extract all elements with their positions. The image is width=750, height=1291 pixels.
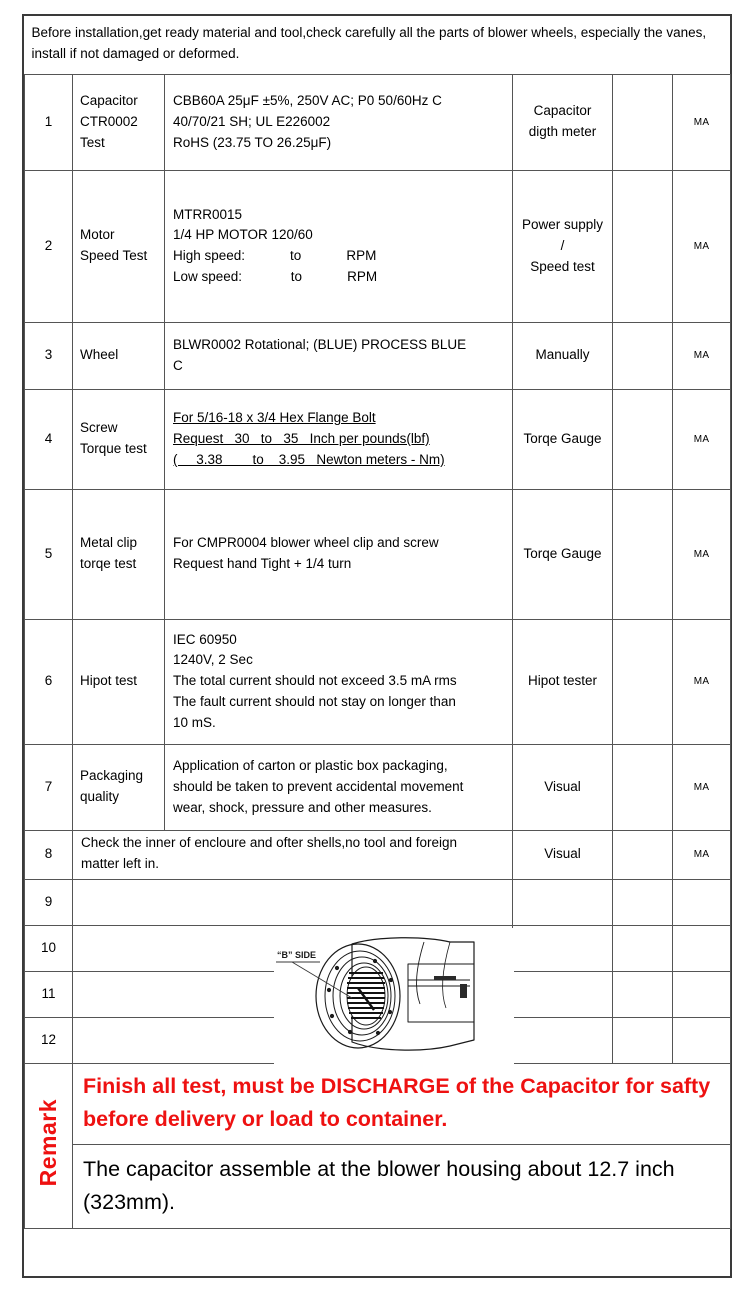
table-row: [25, 619, 731, 744]
row-result[interactable]: [613, 925, 673, 971]
row-method: [513, 74, 613, 170]
spec-line: MTRR0015: [173, 206, 243, 222]
row-specification[interactable]: [73, 879, 513, 925]
method-line: Speed test: [530, 258, 595, 274]
spec-line: C: [173, 357, 183, 373]
spec-line: High speed: to RPM: [173, 248, 377, 264]
row-number: 9: [25, 879, 73, 925]
row-result[interactable]: [613, 744, 673, 830]
row-specification: [165, 74, 513, 170]
row-task: [73, 619, 165, 744]
remark-warning-text: Finish all test, must be DISCHARGE of the Capacitor for safty before delivery or load to container.: [73, 1063, 731, 1145]
table-row: [25, 925, 731, 971]
row-specification[interactable]: [73, 1017, 513, 1063]
table-row: [25, 1017, 731, 1063]
spec-line: 40/70/21 SH; UL E226002: [173, 113, 331, 129]
task-line: Metal clip: [80, 535, 138, 551]
row-task: [73, 489, 165, 619]
row-result[interactable]: [613, 322, 673, 389]
remark-note-text: The capacitor assemble at the blower housing about 12.7 inch (323mm).: [73, 1145, 731, 1229]
row-result[interactable]: [613, 1017, 673, 1063]
row-result[interactable]: [613, 489, 673, 619]
row-result[interactable]: [613, 74, 673, 170]
row-result[interactable]: [613, 389, 673, 489]
row-signature[interactable]: MA: [673, 389, 731, 489]
row-task: [73, 744, 165, 830]
spec-line: The total current should not exceed 3.5 mA rms: [173, 673, 457, 689]
spec-line: CBB60A 25μF ±5%, 250V AC; P0 50/60Hz C: [173, 92, 442, 108]
row-method[interactable]: [513, 879, 613, 925]
spec-line: Request hand Tight + 1/4 turn: [173, 556, 352, 572]
method-line: Torqe Gauge: [523, 545, 602, 561]
header-note-row: [25, 16, 731, 74]
method-line: Hipot tester: [527, 673, 598, 689]
row-method: [513, 619, 613, 744]
row-specification: [165, 619, 513, 744]
remark-label: Remark: [34, 1098, 61, 1187]
row-method: [513, 489, 613, 619]
task-line: torqe test: [80, 556, 137, 572]
row-specification: [165, 322, 513, 389]
spec-line: Low speed: to RPM: [173, 269, 378, 285]
table-row: [25, 971, 731, 1017]
row-method: [513, 389, 613, 489]
row-number: 10: [25, 925, 73, 971]
row-signature[interactable]: MA: [673, 322, 731, 389]
task-line: Capacitor: [80, 92, 138, 108]
table-row: [25, 830, 731, 879]
row-number: 1: [25, 74, 73, 170]
task-line: quality: [80, 789, 120, 805]
row-signature[interactable]: MA: [673, 830, 731, 879]
task-line: Packaging: [80, 768, 144, 784]
task-line: Wheel: [80, 347, 119, 363]
row-method[interactable]: [513, 925, 613, 971]
row-result[interactable]: [613, 830, 673, 879]
row-signature[interactable]: MA: [673, 170, 731, 322]
method-line: Visual: [544, 778, 581, 794]
inspection-checklist-sheet: [22, 14, 732, 1278]
row-number: 12: [25, 1017, 73, 1063]
task-line: Hipot test: [80, 673, 138, 689]
row-task: [73, 322, 165, 389]
row-result[interactable]: [613, 619, 673, 744]
spec-line: 1/4 HP MOTOR 120/60: [173, 227, 313, 243]
row-number: 11: [25, 971, 73, 1017]
row-specification: [73, 830, 513, 879]
row-number: 3: [25, 322, 73, 389]
row-signature[interactable]: MA: [673, 619, 731, 744]
method-line: Torqe Gauge: [523, 430, 602, 446]
remark-row-red: [25, 1063, 731, 1145]
spec-line: Application of carton or plastic box packaging,: [173, 757, 448, 773]
table-row: [25, 74, 731, 170]
row-signature[interactable]: [673, 971, 731, 1017]
spec-line: should be taken to prevent accidental movement: [173, 778, 464, 794]
row-method: [513, 170, 613, 322]
spec-line: Request 30 to 35 Inch per pounds(lbf): [173, 430, 430, 446]
spec-line: RoHS (23.75 TO 26.25μF): [173, 134, 332, 150]
row-result[interactable]: [613, 170, 673, 322]
row-method: [513, 322, 613, 389]
row-specification: [165, 744, 513, 830]
row-number: 2: [25, 170, 73, 322]
remark-row-black: [25, 1145, 731, 1229]
task-line: CTR0002: [80, 113, 138, 129]
spec-line: 10 mS.: [173, 715, 216, 731]
spec-line: BLWR0002 Rotational; (BLUE) PROCESS BLUE: [173, 336, 467, 352]
row-specification: [165, 489, 513, 619]
task-line: Screw: [80, 420, 118, 436]
checklist-table: [24, 16, 731, 1229]
task-line: Speed Test: [80, 248, 148, 264]
row-number: 4: [25, 389, 73, 489]
task-line: Torque test: [80, 441, 147, 457]
row-task: [73, 389, 165, 489]
row-signature[interactable]: [673, 925, 731, 971]
row-task: [73, 170, 165, 322]
spec-line: For CMPR0004 blower wheel clip and screw: [173, 535, 439, 551]
table-row: [25, 879, 731, 925]
method-line: Power supply: [521, 216, 604, 232]
row-specification[interactable]: [73, 971, 513, 1017]
row-number: 6: [25, 619, 73, 744]
spec-line: wear, shock, pressure and other measures.: [173, 799, 432, 815]
table-row: [25, 489, 731, 619]
row-specification: [165, 389, 513, 489]
spec-line: IEC 60950: [173, 631, 237, 647]
row-result[interactable]: [613, 879, 673, 925]
spec-line: ( 3.38 to 3.95 Newton meters - Nm): [173, 451, 445, 467]
row-signature[interactable]: MA: [673, 489, 731, 619]
row-method[interactable]: [513, 1017, 613, 1063]
table-row: [25, 322, 731, 389]
task-line: Motor: [80, 227, 115, 243]
row-result[interactable]: [613, 971, 673, 1017]
method-line: /: [560, 237, 565, 253]
table-row: [25, 170, 731, 322]
row-signature[interactable]: [673, 879, 731, 925]
method-line: Capacitor: [533, 103, 592, 119]
method-line: digth meter: [528, 124, 597, 140]
spec-line: matter left in.: [81, 855, 160, 871]
row-signature[interactable]: [673, 1017, 731, 1063]
table-row: [25, 389, 731, 489]
row-number: 7: [25, 744, 73, 830]
spec-line: 1240V, 2 Sec: [173, 652, 253, 668]
spec-line: Check the inner of encloure and ofter shells,no tool and foreign: [81, 834, 457, 850]
method-line: Visual: [544, 846, 581, 862]
row-method[interactable]: [513, 971, 613, 1017]
b-side-callout-label: “B” SIDE: [277, 950, 317, 960]
row-number: 8: [25, 830, 73, 879]
row-method: [513, 830, 613, 879]
row-specification: [165, 170, 513, 322]
spec-line: The fault current should not stay on longer than: [173, 694, 456, 710]
remark-label-cell: [25, 1063, 73, 1229]
row-signature[interactable]: MA: [673, 744, 731, 830]
method-line: Manually: [535, 347, 590, 363]
row-specification[interactable]: [73, 925, 513, 971]
spec-line: For 5/16-18 x 3/4 Hex Flange Bolt: [173, 409, 376, 425]
row-number: 5: [25, 489, 73, 619]
task-line: Test: [80, 134, 105, 150]
row-task: [73, 74, 165, 170]
row-signature[interactable]: MA: [673, 74, 731, 170]
table-row: [25, 744, 731, 830]
row-method: [513, 744, 613, 830]
header-note: Before installation,get ready material and tool,check carefully all the parts of blower wheels, especially the vanes, install if not damaged or deformed.: [25, 16, 731, 74]
